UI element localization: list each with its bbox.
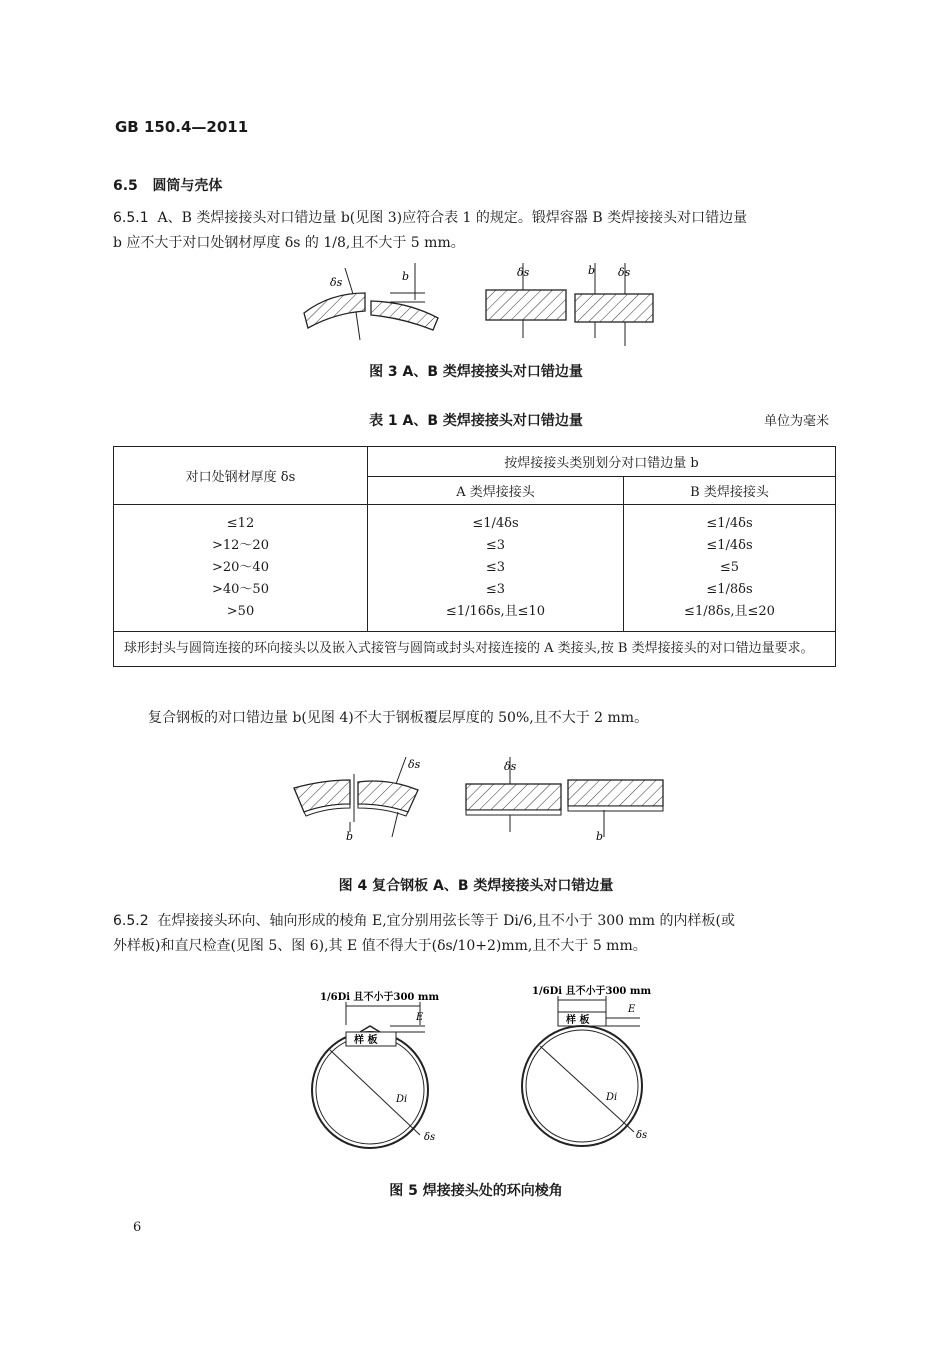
thickness-label: δs bbox=[330, 276, 343, 289]
table-cell: ≤12 bbox=[226, 516, 255, 531]
table-cell: ≤1/4δs bbox=[706, 538, 753, 553]
offset-label: b bbox=[346, 830, 354, 843]
paragraph-line: A、B 类焊接接头对口错边量 b(见图 3)应符合表 1 的规定。锻焊容器 B 类焊接接头对口错边量 bbox=[157, 210, 748, 226]
offset-label: b bbox=[588, 264, 596, 277]
thickness-label: δs bbox=[618, 266, 631, 279]
flat-plate-left bbox=[486, 290, 566, 320]
thickness-label: δs bbox=[636, 1130, 648, 1141]
thickness-label: δs bbox=[517, 266, 530, 279]
section-title: 圆筒与壳体 bbox=[152, 178, 223, 194]
table-cell: ≤1/8δs bbox=[706, 582, 753, 597]
figure3-drawing bbox=[290, 258, 670, 353]
class-b-column bbox=[624, 505, 836, 632]
table-cell: >40～50 bbox=[212, 582, 269, 597]
table1-caption: 表 1 A、B 类焊接接头对口错边量 bbox=[369, 413, 583, 429]
figure3-caption: 图 3 A、B 类焊接接头对口错边量 bbox=[369, 364, 583, 380]
figure4-drawing bbox=[288, 752, 678, 847]
section-heading bbox=[113, 175, 222, 195]
shell-outer-circle bbox=[522, 1026, 642, 1146]
offset-label: b bbox=[402, 270, 410, 283]
table-cell: ≤1/4δs bbox=[472, 516, 519, 531]
header-thickness: 对口处钢材厚度 δs bbox=[114, 447, 368, 505]
paragraph-line: 外样板)和直尺检查(见图 5、图 6),其 E 值不得大于(δs/10+2)mm,且不大于 5 mm。 bbox=[113, 938, 647, 954]
thickness-label: δs bbox=[504, 760, 517, 773]
class-a-column bbox=[368, 505, 624, 632]
shell-inner-circle bbox=[526, 1030, 638, 1142]
clause-number: 6.5.2 bbox=[113, 913, 149, 929]
diameter-line bbox=[330, 1050, 420, 1135]
figure5-caption: 图 5 焊接接头处的环向棱角 bbox=[389, 1183, 563, 1199]
flat-plate-right bbox=[575, 294, 653, 322]
paragraph-6-5-1 bbox=[113, 206, 838, 256]
offset-label: b bbox=[596, 830, 604, 843]
table-cell: ≤5 bbox=[719, 560, 740, 575]
e-label: E bbox=[628, 1004, 636, 1015]
table-cell: ≤3 bbox=[485, 582, 506, 597]
table-cell: ≤1/4δs bbox=[706, 516, 753, 531]
paragraph-6-5-2 bbox=[113, 909, 838, 959]
diameter-label: Di bbox=[606, 1092, 618, 1103]
chord-label: 1/6Di 且不小于300 mm bbox=[320, 992, 440, 1003]
header-class-b: B 类焊接接头 bbox=[624, 477, 836, 505]
clad-flat-left bbox=[466, 784, 561, 810]
page-number: 6 bbox=[133, 1220, 142, 1235]
header-group: 按焊接接头类别划分对口错边量 b bbox=[368, 447, 836, 477]
table-cell: >20～40 bbox=[212, 560, 269, 575]
table-cell: ≤3 bbox=[485, 538, 506, 553]
thickness-label: δs bbox=[408, 758, 421, 771]
paragraph-clad: 复合钢板的对口错边量 b(见图 4)不大于钢板覆层厚度的 50%,且不大于 2 mm。 bbox=[148, 710, 649, 726]
paragraph-line: b 应不大于对口处钢材厚度 δs 的 1/8,且不大于 5 mm。 bbox=[113, 235, 465, 251]
figure5-drawing bbox=[300, 980, 680, 1150]
table-cell: ≤3 bbox=[485, 560, 506, 575]
chord-label: 1/6Di 且不小于300 mm bbox=[532, 986, 652, 997]
table-note: 球形封头与圆筒连接的环向接头以及嵌入式接管与圆筒或封头对接连接的 A 类接头,按 B 类焊接接头的对口错边量要求。 bbox=[114, 632, 836, 667]
thickness-label: δs bbox=[424, 1132, 436, 1143]
standard-id: GB 150.4—2011 bbox=[115, 118, 249, 136]
diameter-line bbox=[540, 1046, 634, 1132]
diameter-label: Di bbox=[396, 1094, 408, 1105]
clad-flat-right bbox=[568, 780, 663, 806]
clause-number: 6.5.1 bbox=[113, 210, 149, 226]
template-label: 样 板 bbox=[354, 1035, 378, 1046]
header-class-a: A 类焊接接头 bbox=[368, 477, 624, 505]
curved-plate-right bbox=[371, 301, 438, 330]
table-cell: >50 bbox=[226, 604, 255, 619]
e-label: E bbox=[416, 1012, 424, 1023]
table1-unit: 单位为毫米 bbox=[764, 414, 830, 429]
shell-outer-circle bbox=[312, 1032, 428, 1148]
thickness-column bbox=[114, 505, 368, 632]
template-label: 样 板 bbox=[566, 1015, 590, 1026]
table-cell: ≤1/16δs,且≤10 bbox=[445, 604, 546, 619]
paragraph-line: 在焊接接头环向、轴向形成的棱角 E,宜分别用弦长等于 Di/6,且不小于 300 mm 的内样板(或 bbox=[157, 913, 735, 929]
table1 bbox=[113, 446, 836, 667]
table-cell: ≤1/8δs,且≤20 bbox=[684, 604, 775, 619]
curved-plate-left bbox=[304, 293, 365, 328]
section-number: 6.5 bbox=[113, 178, 138, 194]
figure4-caption: 图 4 复合钢板 A、B 类焊接接头对口错边量 bbox=[338, 878, 614, 894]
table-cell: >12～20 bbox=[212, 538, 269, 553]
